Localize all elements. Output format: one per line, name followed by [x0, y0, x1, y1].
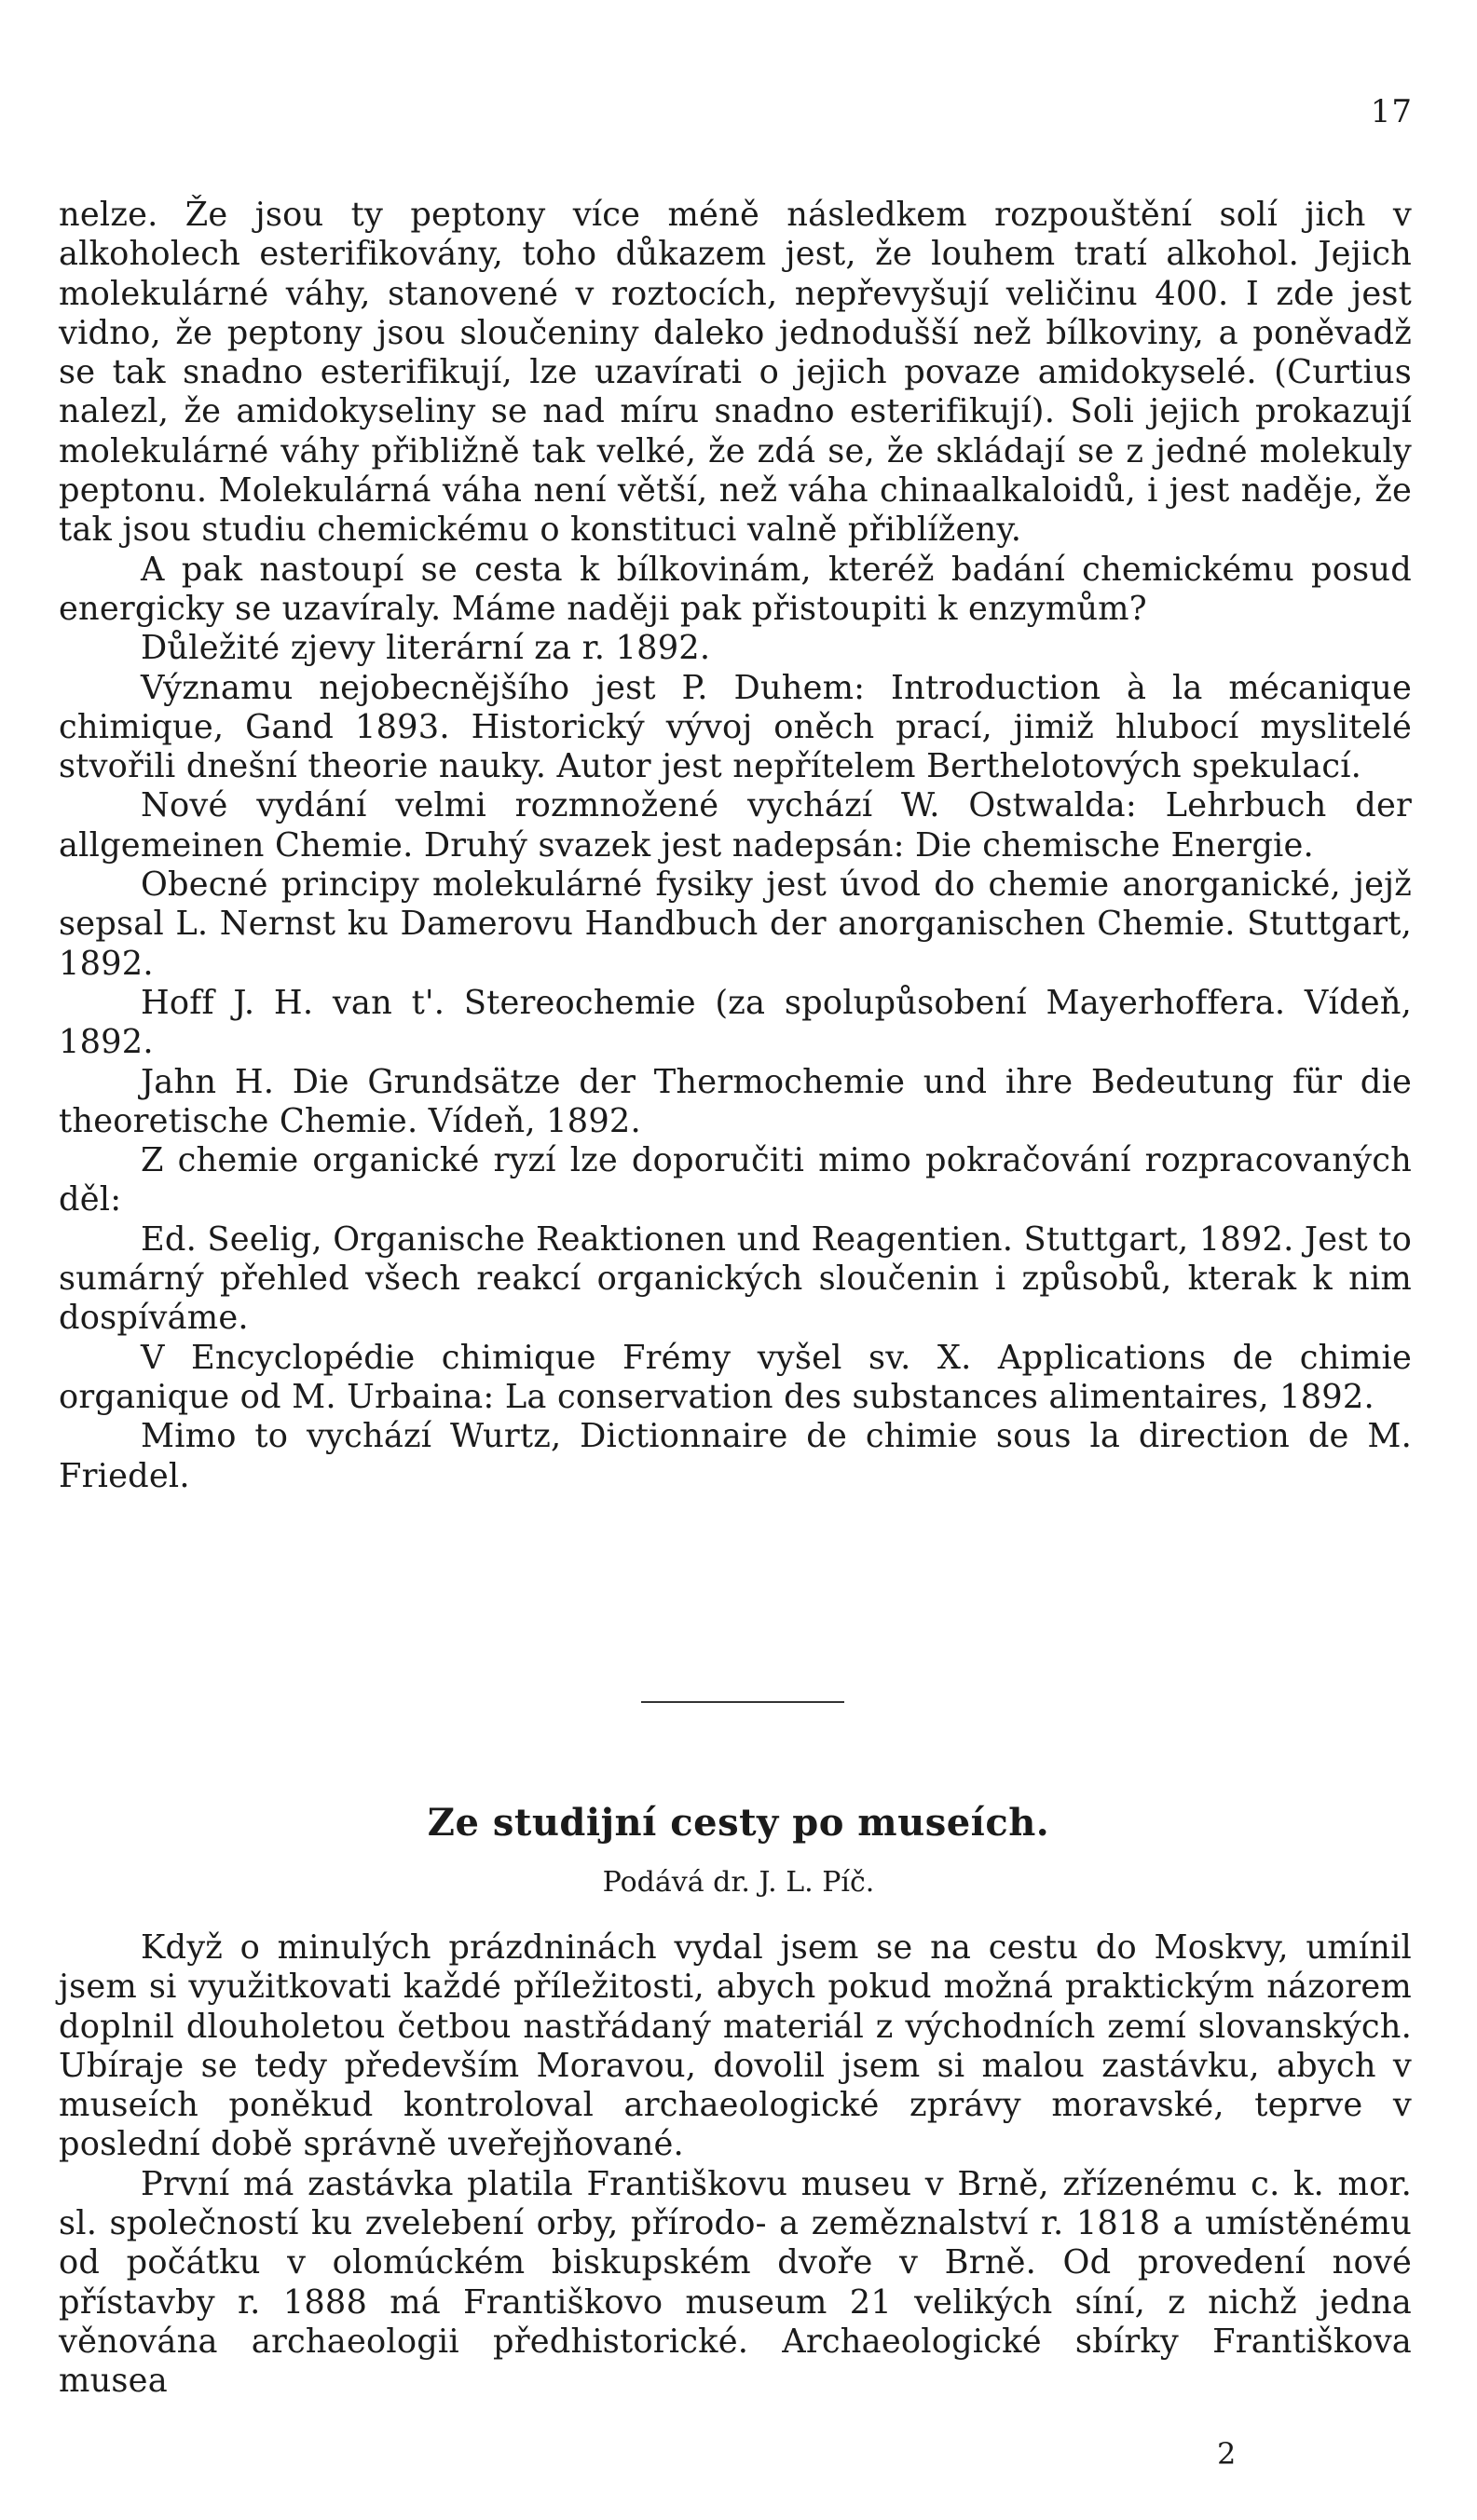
- paragraph: Hoff J. H. van t'. Stereochemie (za spolupůsobení Mayerhoffera. Vídeň, 1892.: [59, 983, 1412, 1062]
- article-body: [59, 1928, 1412, 2402]
- page-number: 17: [1370, 93, 1413, 130]
- paragraph: nelze. Že jsou ty peptony více méně následkem rozpouštění solí jich v alkoholech esterifikovány, toho důkazem jest, že louhem tratí alkohol. Jejich molekulárné váhy, stanovené v roztocích, nepřevyšují veličinu 400. I zde jest vidno, že peptony jsou sloučeniny daleko jednodušší než bílkoviny, a poněvadž se tak snadno esterifikují, lze uzavírati o jejich povaze amidokyselé. (Curtius nalezl, že amidokyseliny se nad míru snadno esterifikují). Soli jejich prokazují molekulárné váhy přibližně tak velké, že zdá se, že skládají se z jedné molekuly peptonu. Molekulárná váha není větší, než váha chinaalkaloidů, i jest naděje, že tak jsou studiu chemickému o konstituci valně přiblíženy.: [59, 196, 1412, 550]
- paragraph: Když o minulých prázdninách vydal jsem se na cestu do Moskvy, umínil jsem si využitkovati každé příležitosti, abych pokud možná praktickým názorem doplnil dlouholetou četbou nastřádaný materiál z východních zemí slovanských. Ubíraje se tedy především Moravou, dovolil jsem si malou zastávku, abych v museích poněkud kontroloval archaeologické zprávy moravské, teprve v poslední době správně uveřejňované.: [59, 1928, 1412, 2164]
- paragraph: Mimo to vychází Wurtz, Dictionnaire de chimie sous la direction de M. Friedel.: [59, 1417, 1412, 1495]
- paragraph: A pak nastoupí se cesta k bílkovinám, kteréž badání chemickému posud energicky se uzavíraly. Máme naději pak přistoupiti k enzymům?: [59, 550, 1412, 628]
- article-byline: Podává dr. J. L. Píč.: [602, 1866, 875, 1899]
- paragraph: Důležité zjevy literární za r. 1892.: [141, 629, 711, 668]
- paragraph: Nové vydání velmi rozmnožené vychází W. Ostwalda: Lehrbuch der allgemeinen Chemie. Druhý svazek jest nadepsán: Die chemische Energie.: [59, 786, 1412, 865]
- chemistry-review-section: [59, 196, 1412, 1496]
- paragraph: První má zastávka platila Františkovu museu v Brně, zřízenému c. k. mor. sl. společností ku zvelebení orby, přírodo- a zeměznalství r. 1818 a umístěnému od počátku v olomúckém biskupském dvoře v Brně. Od provedení nové přístavby r. 1888 má Františkovo museum 21 velikých síní, z nichž jedna věnována archaeologii předhistorické. Archaeologické sbírky Františkova musea: [59, 2164, 1412, 2401]
- paragraph: Z chemie organické ryzí lze doporučiti mimo pokračování rozpracovaných děl:: [59, 1141, 1412, 1219]
- paragraph: Jahn H. Die Grundsätze der Thermochemie und ihre Bedeutung für die theoretische Chemie. Vídeň, 1892.: [59, 1062, 1412, 1140]
- paragraph: Obecné principy molekulárné fysiky jest úvod do chemie anorganické, jejž sepsal L. Nernst ku Damerovu Handbuch der anorganischen Chemie. Stuttgart, 1892.: [59, 865, 1412, 983]
- article-title: Ze studijní cesty po museích.: [427, 1801, 1050, 1845]
- paragraph: Ed. Seelig, Organische Reaktionen und Reagentien. Stuttgart, 1892. Jest to sumárný přehled všech reakcí organických sloučenin i způsobů, kterak k nim dospíváme.: [59, 1219, 1412, 1338]
- paragraph: V Encyclopédie chimique Frémy vyšel sv. X. Applications de chimie organique od M. Urbaina: La conservation des substances alimentaires, 1892.: [59, 1338, 1412, 1416]
- section-divider: [641, 1701, 844, 1703]
- signature-mark: 2: [1217, 2436, 1237, 2472]
- paragraph: Významu nejobecnějšího jest P. Duhem: Introduction à la mécanique chimique, Gand 1893. Historický vývoj oněch prací, jimiž hlubocí myslitelé stvořili dnešní theorie nauky. Autor jest nepřítelem Berthelotových spekulací.: [59, 668, 1412, 786]
